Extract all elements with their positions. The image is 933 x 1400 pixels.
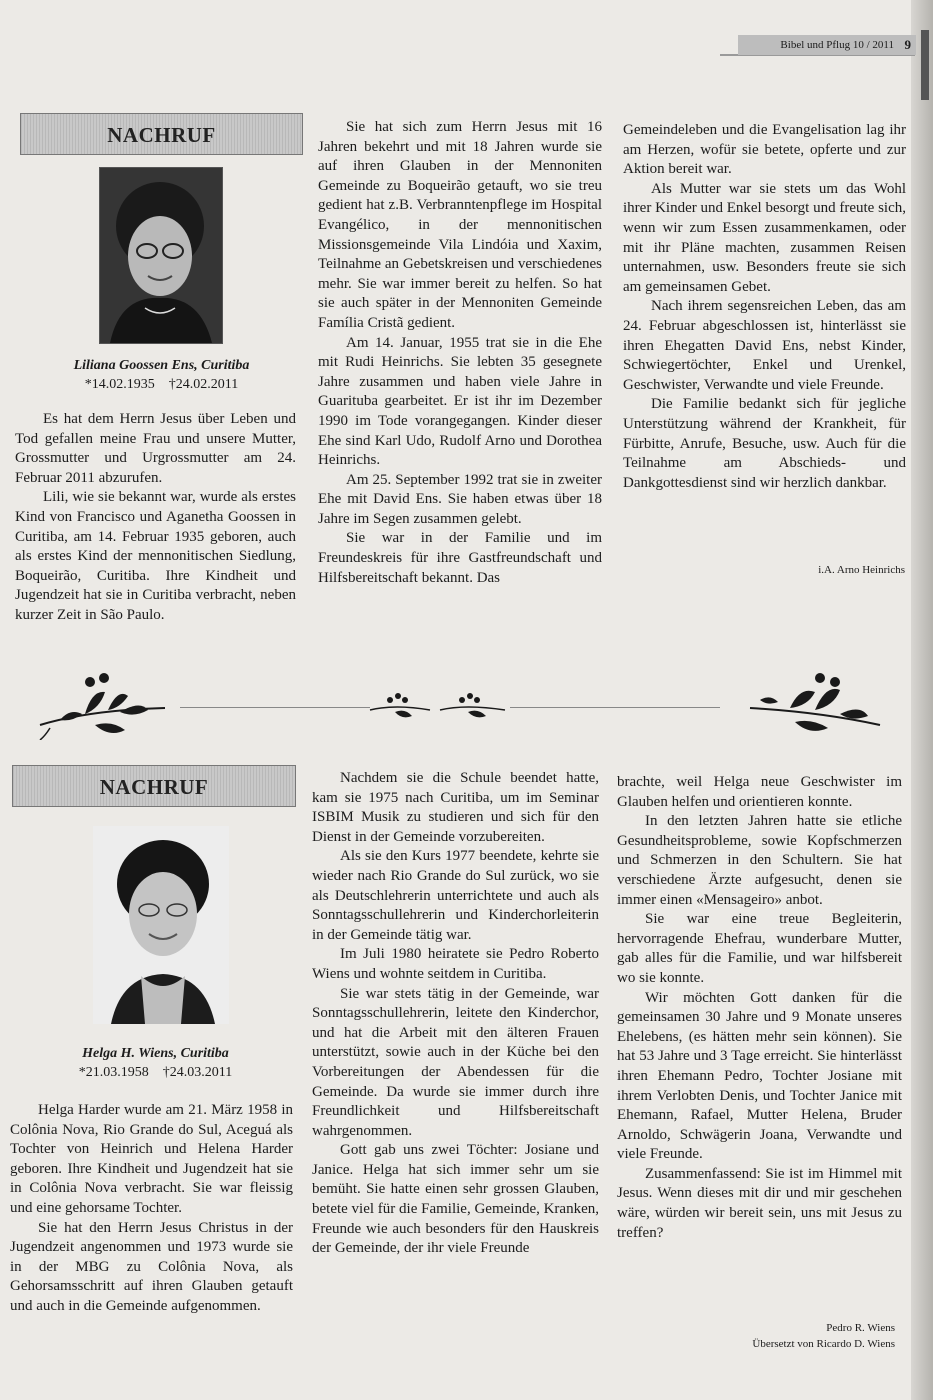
page-number: 9 <box>904 37 911 52</box>
paragraph: Sie hat sich zum Herrn Jesus mit 16 Jahren bekehrt und mit 18 Jahren wurde sie auf ihren Glauben in der Mennoniten Gemeinde zu Boqueirão getauft, wo sie treu gedient hat z.B. Verbranntenpflege im Hospital Evangélico, in der mennonitischen Missionsgemeinde Vila Lindóia und Xaxim, Teilnahme an Gebetskreisen und verschiedenes mehr. Sie war immer bereit zu helfen. So hat sie auch später in der Mennoniten Gemeinde Família Cristã gedient. <box>318 119 602 331</box>
paragraph: Lili, wie sie bekannt war, wurde als erstes Kind von Francisco und Aganetha Goossen in Curitiba, am 14. Februar 1935 geboren, auch als erstes Kind der mennonitischen Siedlung, Boqueirão, Curitiba. Ihre Kindheit und Jugendzeit hat sie in Curitiba verbracht, neben kurzer Zeit in São Paulo. <box>15 489 296 623</box>
obituary2-column-1 <box>10 1101 293 1317</box>
paragraph: Am 14. Januar, 1955 trat sie in die Ehe mit Rudi Heinrichs. Sie lebten 35 gesegnete Jahre zusammen und haben viele Jahre in Guarituba gearbeitet. Er ist ihr im Dezember 1990 im Tode vorangegangen. Kinder dieser Ehe sind Karl Udo, Rudolf Arno und Dorothea Heinrichs. <box>318 334 602 469</box>
portrait-photo-liliana <box>99 167 223 344</box>
header-title: Bibel und Pflug 10 / 2011 <box>780 39 894 51</box>
page-header <box>738 35 916 55</box>
obituary1-caption <box>20 356 303 394</box>
ornamental-divider <box>0 670 933 740</box>
obituary1-column-2 <box>318 118 602 588</box>
leaf-ornament-right <box>750 673 880 731</box>
paragraph: Sie war eine treue Begleiterin, hervorragende Ehefrau, wunderbare Mutter, gab alles für die Familie, und war hilfsbereit wo sie konnte. <box>617 911 902 986</box>
paragraph: Helga Harder wurde am 21. März 1958 in Colônia Nova, Rio Grande do Sul, Aceguá als Tochter von Heinrich und Helena Harder geboren. Ihre Kindheit und Jugendzeit hat sie in Colônia Nova verbracht. Sie war fleissig und eine gehorsame Tochter. <box>10 1102 293 1216</box>
translator-credit: Übersetzt von Ricardo D. Wiens <box>752 1338 895 1350</box>
leaf-ornament-left <box>40 673 165 740</box>
paragraph: Am 25. September 1992 trat sie in zweiter Ehe mit David Ens. Sie haben etwas über 18 Jahre im Segen zusammen gelebt. <box>318 471 602 527</box>
paragraph: brachte, weil Helga neue Geschwister im Glauben helfen und orientieren konnte. <box>617 774 902 810</box>
divider-rule-right <box>510 707 720 708</box>
deceased-name: Liliana Goossen Ens, Curitiba <box>73 358 250 373</box>
deceased-name: Helga H. Wiens, Curitiba <box>82 1046 229 1061</box>
obituary2-caption <box>14 1044 297 1082</box>
paragraph: Gemeindeleben und die Evangelisation lag ihr am Herzen, wofür sie betete, opferte und zur Aktion bereit war. <box>623 122 906 178</box>
paragraph: Sie war stets tätig in der Gemeinde, war Sonntagsschullehrerin, leitete den Kinderchor, und hat die Arbeit mit den älteren Frauen unterstützt, sowie auch in der Küche bei den Vorbereitungen der Abendessen für die Gemeinde. Da wurde sie immer durch ihre Freundlichkeit und Hilfsbereitschaft wahrgenommen. <box>312 985 599 1139</box>
paragraph: Nach ihrem segensreichen Leben, das am 24. Februar abgeschlossen ist, hinterlässt sie ihren Ehegatten David Ens, nebst Kinder, Schwiegertöchter, Enkel und Urenkel, Geschwister, Verwandte und viele Freunde. <box>623 298 906 393</box>
paragraph: Als sie den Kurs 1977 beendete, kehrte sie wieder nach Rio Grande do Sul zurück, wo sie als Deutschlehrerin unterrichtete und auch als Sonntagsschullehrerin und Kinderchorleiterin in der Gemeinde tätig war. <box>312 848 599 943</box>
paragraph: Im Juli 1980 heiratete sie Pedro Roberto Wiens und wohnte seitdem in Curitiba. <box>312 946 599 982</box>
divider-rule-left <box>180 707 370 708</box>
obituary1-column-1 <box>15 410 296 626</box>
paragraph: Es hat dem Herrn Jesus über Leben und Tod gefallen meine Frau und unsere Mutter, Grossmutter und Urgrossmutter am 24. Februar 2011 abzurufen. <box>15 411 296 486</box>
obituary1-column-3 <box>623 121 906 493</box>
paragraph: Die Familie bedankt sich für jegliche Unterstützung während der Krankheit, für Fürbitte, Anrufe, Besuche, usw. Auch für die Teilnahme am Abschieds- und Dankgottesdienst sind wir herzlich dankbar. <box>623 396 906 491</box>
paragraph: Als Mutter war sie stets um das Wohl ihrer Kinder und Enkel besorgt und freute sich, wenn wir zum Essen zusammenkamen, oder mit ihr Pläne machten, zusammen Reisen unternahmen, usw. Besonders freute sie sich am gemeinsamen Gebet. <box>623 180 906 295</box>
obituary2-column-3 <box>617 773 902 1243</box>
paragraph: Zusammenfassend: Sie ist im Himmel mit Jesus. Wenn dieses mit dir und mir geschehen wäre, würden wir bereit sein, uns mit Jesus zu treffen? <box>617 1165 902 1241</box>
obituary2-column-2 <box>312 769 599 1259</box>
paragraph: Sie hat den Herrn Jesus Christus in der Jugendzeit angenommen und 1973 wurde sie in der MBG zu Colônia Nova, als Gehorsamsschritt auf ihren Glauben getauft und auch in die Gemeinde aufgenommen. <box>10 1219 293 1314</box>
obituary2-heading: NACHRUF <box>12 765 296 807</box>
paragraph: In den letzten Jahren hatte sie etliche Gesundheitsprobleme, sowie Kopfschmerzen und Schmerzen in den Schultern. Sie hat verschiedene Ärzte aufgesucht, denen sie immer einen «Mensageiro» anbot. <box>617 813 902 908</box>
obituary1-heading: NACHRUF <box>20 113 303 155</box>
life-dates: *14.02.1935 †24.02.2011 <box>84 377 239 392</box>
obituary1-signature: i.A. Arno Heinrichs <box>818 564 905 576</box>
author-name: Pedro R. Wiens <box>826 1322 895 1334</box>
paragraph: Nachdem sie die Schule beendet hatte, kam sie 1975 nach Curitiba, um im Seminar ISBIM Musik zu studieren und sich für den Dienst in der Gemeinde vorzubereiten. <box>312 770 599 845</box>
paragraph: Wir möchten Gott danken für die gemeinsamen 30 Jahre und 9 Monate unseres Ehelebens, (es hätten mehr sein können). Sie hat 53 Jahre und 3 Tage erreicht. Sie hinterlässt ihren Ehemann Pedro, Tochter Josiane mit ihrem Verlobten Denis, und Tochter Janice mit Ehemann, Rafael, Mutter Helena, Bruder Arnoldo, Schwägerin Joana, Verwandte und viele Freunde. <box>617 989 902 1163</box>
obituary2-signature <box>660 1320 895 1352</box>
portrait-photo-helga <box>93 826 229 1024</box>
leaf-ornament-center <box>370 693 505 717</box>
life-dates: *21.03.1958 †24.03.2011 <box>78 1065 233 1080</box>
thumb-tab <box>921 30 929 100</box>
paragraph: Gott gab uns zwei Töchter: Josiane und Janice. Helga hat sich immer sehr um sie bemüht. Sie hatte einen sehr grossen Glauben, betete viel für die Familie, Gemeinde, Kranken, Freunde wie auch besonders für den Hauskreis der Gemeinde, der ihr viele Freunde <box>312 1142 599 1257</box>
paragraph: Sie war in der Familie und im Freundeskreis für ihre Gastfreundschaft und Hilfsbereitschaft bekannt. Das <box>318 530 602 586</box>
